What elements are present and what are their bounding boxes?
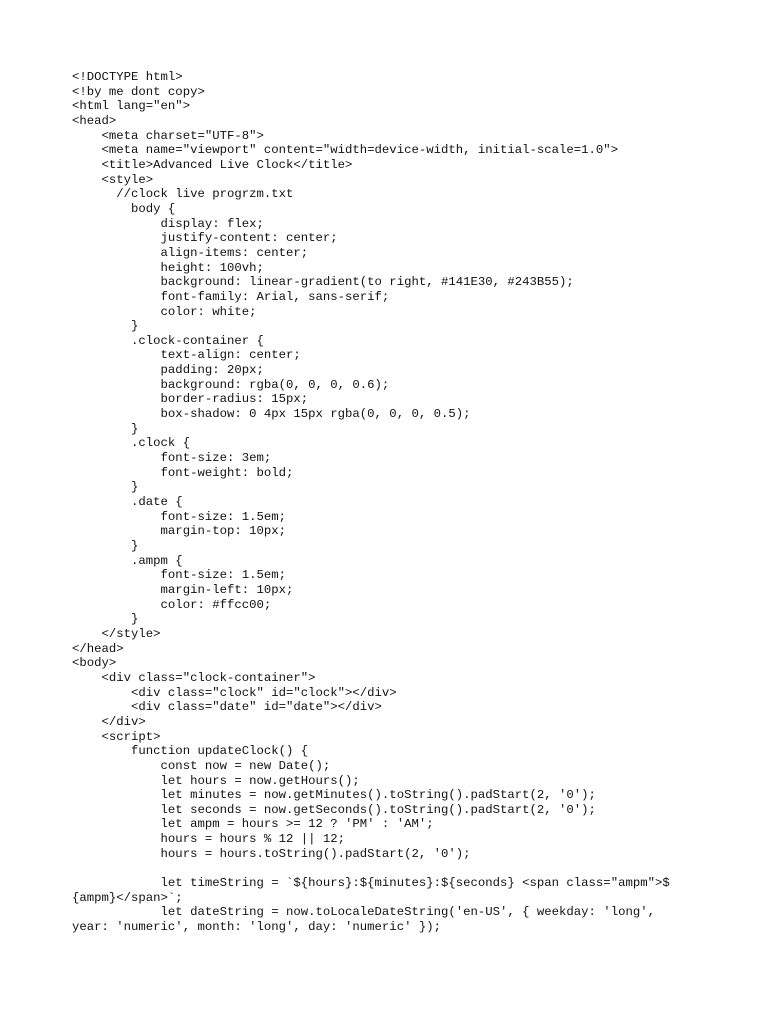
code-line: let seconds = now.getSeconds().toString().padStart(2, '0'); — [72, 802, 596, 817]
code-line: const now = new Date(); — [72, 758, 331, 773]
code-line: font-size: 3em; — [72, 451, 272, 466]
code-line: color: #ffcc00; — [72, 597, 272, 612]
code-line: <meta charset="UTF-8"> — [72, 128, 264, 143]
code-line: } — [72, 539, 139, 553]
code-line: justify-content: center; — [72, 231, 338, 246]
code-line: body { — [72, 201, 176, 216]
code-line: .ampm { — [72, 553, 183, 568]
code-line: color: white; — [72, 304, 257, 319]
code-line: year: 'numeric', month: 'long', day: 'numeric' }); — [72, 920, 441, 935]
code-line: <style> — [72, 172, 154, 187]
code-line: let dateString = now.toLocaleDateString('en-US', { weekday: 'long', — [72, 905, 655, 920]
code-line: .clock { — [72, 436, 191, 451]
code-line: margin-top: 10px; — [72, 524, 287, 539]
code-line: font-weight: bold; — [72, 465, 294, 480]
code-line: font-size: 1.5em; — [72, 509, 287, 524]
code-line: </style> — [72, 626, 161, 641]
code-line: <div class="date" id="date"></div> — [72, 700, 382, 715]
code-line: <body> — [72, 656, 117, 671]
code-line: let timeString = `${hours}:${minutes}:${seconds} <span class="ampm">$ — [72, 876, 670, 891]
code-line: </div> — [72, 714, 146, 729]
code-line: hours = hours.toString().padStart(2, '0'); — [72, 846, 471, 861]
code-line: </head> — [72, 641, 124, 656]
code-line: <meta name="viewport" content="width=device-width, initial-scale=1.0"> — [72, 143, 619, 158]
code-line: function updateClock() { — [72, 744, 309, 759]
code-line: <!DOCTYPE html> — [72, 70, 183, 84]
code-line: let minutes = now.getMinutes().toString().padStart(2, '0'); — [72, 788, 596, 803]
code-line: <script> — [72, 729, 161, 744]
code-line: //clock live progrzm.txt — [72, 187, 294, 202]
code-line: } — [72, 319, 139, 334]
code-line: } — [72, 421, 139, 436]
code-line: display: flex; — [72, 216, 264, 231]
code-line: let ampm = hours >= 12 ? 'PM' : 'AM'; — [72, 817, 434, 832]
code-line: <title>Advanced Live Clock</title> — [72, 157, 353, 172]
code-line: .clock-container { — [72, 333, 264, 348]
code-line: {ampm}</span>`; — [72, 890, 183, 905]
code-line: align-items: center; — [72, 245, 309, 260]
code-line: <div class="clock" id="clock"></div> — [72, 685, 397, 700]
code-line: box-shadow: 0 4px 15px rgba(0, 0, 0, 0.5); — [72, 407, 471, 422]
code-document — [72, 70, 732, 935]
code-line: <html lang="en"> — [72, 99, 191, 114]
code-line: margin-left: 10px; — [72, 582, 294, 597]
code-line: text-align: center; — [72, 348, 301, 363]
code-line: let hours = now.getHours(); — [72, 773, 360, 788]
code-line: height: 100vh; — [72, 260, 264, 275]
code-line: <!by me dont copy> — [72, 84, 205, 99]
code-line: .date { — [72, 495, 183, 510]
code-line — [72, 861, 732, 876]
code-line: border-radius: 15px; — [72, 392, 309, 407]
code-line: } — [72, 612, 139, 627]
code-line: <div class="clock-container"> — [72, 670, 316, 685]
code-line: padding: 20px; — [72, 363, 264, 378]
code-line: font-family: Arial, sans-serif; — [72, 289, 390, 304]
code-line: background: rgba(0, 0, 0, 0.6); — [72, 377, 390, 392]
code-line: background: linear-gradient(to right, #141E30, #243B55); — [72, 275, 574, 290]
code-line: <head> — [72, 113, 117, 128]
code-line: hours = hours % 12 || 12; — [72, 832, 346, 847]
code-line: font-size: 1.5em; — [72, 568, 287, 583]
code-line: } — [72, 480, 139, 495]
